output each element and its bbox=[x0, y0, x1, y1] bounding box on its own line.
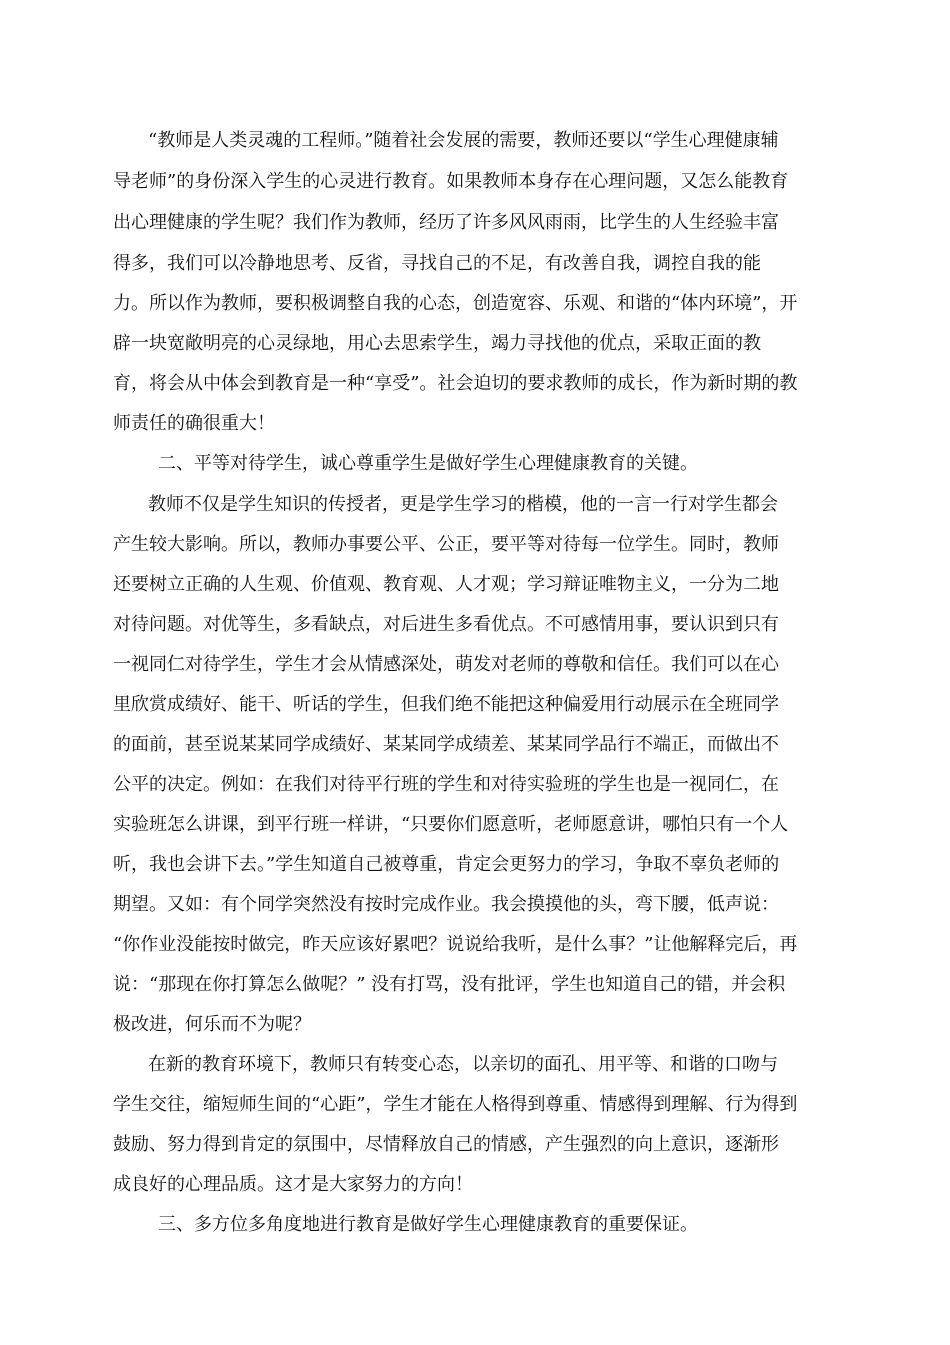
paragraph-3-line-3: 鼓励、努力得到肯定的氛围中，尽情释放自己的情感，产生强烈的向上意识，逐渐形 bbox=[113, 1134, 779, 1155]
paragraph-2-line-14: 极改进，何乐而不为呢？ bbox=[113, 1014, 311, 1035]
paragraph-2-line-10: 听，我也会讲下去。”学生知道自己被尊重，肯定会更努力的学习，争取不辜负老师的 bbox=[113, 854, 780, 875]
paragraph-2-line-13: 说：“那现在你打算怎么做呢？” 没有打骂，没有批评，学生也知道自己的错，并会积 bbox=[113, 974, 786, 995]
paragraph-2-line-8: 公平的决定。例如：在我们对待平行班的学生和对待实验班的学生也是一视同仁，在 bbox=[113, 774, 779, 795]
paragraph-1-line-6: 辟一块宽敞明亮的心灵绿地，用心去思索学生，竭力寻找他的优点，采取正面的教 bbox=[113, 333, 761, 354]
paragraph-1-line-1: “教师是人类灵魂的工程师。”随着社会发展的需要，教师还要以“学生心理健康辅 bbox=[148, 130, 779, 151]
paragraph-1-line-2: 导老师”的身份深入学生的心灵进行教育。如果教师本身存在心理问题，又怎么能教育 bbox=[113, 171, 789, 192]
paragraph-2-line-6: 里欣赏成绩好、能干、听话的学生，但我们绝不能把这种偏爱用行动展示在全班同学 bbox=[113, 694, 779, 715]
section-heading-3: 三、多方位多角度地进行教育是做好学生心理健康教育的重要保证。 bbox=[158, 1214, 698, 1235]
paragraph-2-line-7: 的面前，甚至说某某同学成绩好、某某同学成绩差、某某同学品行不端正，而做出不 bbox=[113, 734, 779, 755]
paragraph-3-line-2: 学生交往，缩短师生间的“心距”，学生才能在人格得到尊重、情感得到理解、行为得到 bbox=[113, 1094, 798, 1115]
paragraph-2-line-1: 教师不仅是学生知识的传授者，更是学生学习的楷模，他的一言一行对学生都会 bbox=[148, 494, 778, 515]
paragraph-2-line-3: 还要树立正确的人生观、价值观、教育观、人才观；学习辩证唯物主义，一分为二地 bbox=[113, 574, 779, 595]
paragraph-2-line-2: 产生较大影响。所以，教师办事要公平、公正，要平等对待每一位学生。同时，教师 bbox=[113, 534, 779, 555]
paragraph-1-line-7: 育，将会从中体会到教育是一种“享受”。社会迫切的要求教师的成长，作为新时期的教 bbox=[113, 373, 798, 394]
paragraph-1-line-5: 力。所以作为教师，要积极调整自我的心态，创造宽容、乐观、和谐的“体内环境”，开 bbox=[113, 293, 798, 314]
paragraph-2-line-4: 对待问题。对优等生，多看缺点，对后进生多看优点。不可感情用事，要认识到只有 bbox=[113, 614, 779, 635]
paragraph-2-line-12: “你作业没能按时做完，昨天应该好累吧？说说给我听，是什么事？”让他解释完后，再 bbox=[113, 934, 798, 955]
paragraph-3-line-1: 在新的教育环境下，教师只有转变心态，以亲切的面孔、用平等、和谐的口吻与 bbox=[148, 1054, 778, 1075]
paragraph-1-line-4: 得多，我们可以冷静地思考、反省，寻找自己的不足，有改善自我，调控自我的能 bbox=[113, 253, 761, 274]
paragraph-3-line-4: 成良好的心理品质。这才是大家努力的方向！ bbox=[113, 1174, 473, 1195]
paragraph-1-line-3: 出心理健康的学生呢？我们作为教师，经历了许多风风雨雨，比学生的人生经验丰富 bbox=[113, 212, 779, 233]
paragraph-2-line-5: 一视同仁对待学生，学生才会从情感深处，萌发对老师的尊敬和信任。我们可以在心 bbox=[113, 654, 779, 675]
section-heading-2: 二、平等对待学生，诚心尊重学生是做好学生心理健康教育的关键。 bbox=[158, 453, 698, 474]
paragraph-1-line-8: 师责任的确很重大！ bbox=[113, 413, 275, 434]
paragraph-2-line-11: 期望。又如：有个同学突然没有按时完成作业。我会摸摸他的头，弯下腰，低声说： bbox=[113, 894, 779, 915]
paragraph-2-line-9: 实验班怎么讲课，到平行班一样讲，“只要你们愿意听，老师愿意讲，哪怕只有一个人 bbox=[113, 814, 789, 835]
